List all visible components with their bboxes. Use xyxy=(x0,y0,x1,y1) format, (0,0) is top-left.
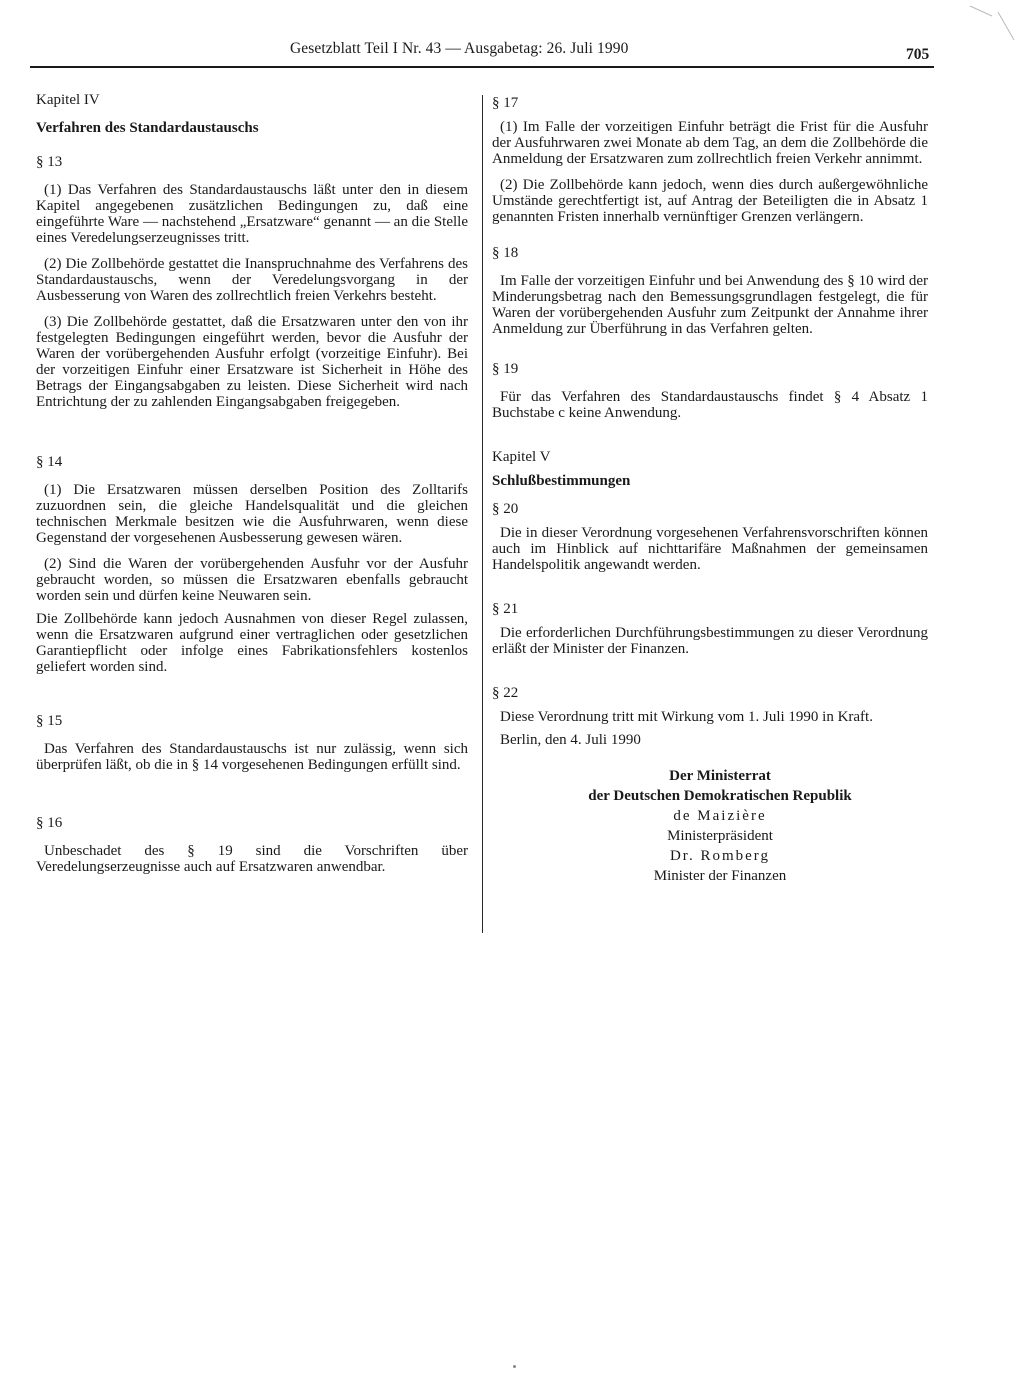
signature-block xyxy=(492,766,928,886)
section-heading: § 14 xyxy=(36,454,63,470)
paragraph: Für das Verfahren des Standardaustauschs findet § 4 Absatz 1 Buchstabe c keine Anwendung. xyxy=(492,389,928,421)
scan-corner-artifact xyxy=(962,2,1018,42)
chapter-title: Verfahren des Standardaustauschs xyxy=(36,120,259,136)
section-heading: § 15 xyxy=(36,713,63,729)
section-heading: § 17 xyxy=(492,95,519,111)
paragraph: Im Falle der vorzeitigen Einfuhr und bei Anwendung des § 10 wird der Minderungsbetrag nach den Bemessungsgrundlagen festgelegt, die für Waren der vorübergehenden Ausfuhr zum Zeitpunkt der Annahme ihrer Anmeldung zur Überführung in das Verfahren gelten. xyxy=(492,273,928,337)
section-heading: § 16 xyxy=(36,815,63,831)
paragraph: (2) Die Zollbehörde gestattet die Inanspruchnahme des Verfahrens des Standardaustauschs, wenn der Veredelungsvorgang in der Ausbesserung von Waren des zollrechtlich freien Verkehrs besteht. xyxy=(36,256,468,304)
section-heading: § 19 xyxy=(492,361,519,377)
column-divider xyxy=(482,95,483,933)
signatory-role: Ministerpräsident xyxy=(667,828,773,844)
paragraph: Diese Verordnung tritt mit Wirkung vom 1. Juli 1990 in Kraft. xyxy=(500,709,873,725)
signature-org: Der Ministerrat xyxy=(669,768,771,784)
paragraph: (2) Sind die Waren der vorübergehenden Ausfuhr vor der Ausfuhr gebraucht worden, so müssen die Ersatzwaren ebenfalls gebraucht worden sein und dürfen keine Neuwaren sein. xyxy=(36,556,468,604)
left-column xyxy=(36,92,468,882)
chapter-label: Kapitel V xyxy=(492,449,551,465)
section-heading: § 18 xyxy=(492,245,519,261)
paragraph: (1) Im Falle der vorzeitigen Einfuhr beträgt die Frist für die Ausfuhr der Ausfuhrwaren zwei Monate ab dem Tag, an dem die Zollbehörde die Anmeldung der Ersatzwaren zum zollrechtlich freien Verkehr annimmt. xyxy=(492,119,928,167)
header-rule xyxy=(30,66,934,68)
paragraph: (1) Das Verfahren des Standardaustauschs läßt unter den in diesem Kapitel angegebenen zusätzlichen Bedingungen zu, daß eine eingeführte Ware — nachstehend „Ersatzware“ genannt — an die Stelle eines Veredelungserzeugnisses tritt. xyxy=(36,182,468,246)
paragraph: Die Zollbehörde kann jedoch Ausnahmen von dieser Regel zulassen, wenn die Ersatzwaren aufgrund einer vertraglichen oder gesetzlichen Garantiepflicht oder infolge eines Fabrikationsfehlers kostenlos geliefert worden sind. xyxy=(36,611,468,675)
paragraph: Unbeschadet des § 19 sind die Vorschriften über Veredelungserzeugnisse auch auf Ersatzwaren anwendbar. xyxy=(36,843,468,875)
place-date: Berlin, den 4. Juli 1990 xyxy=(500,732,641,748)
section-heading: § 13 xyxy=(36,154,63,170)
signatory-name: Dr. Romberg xyxy=(669,848,771,864)
running-header: Gesetzblatt Teil I Nr. 43 — Ausgabetag: 26. Juli 1990 xyxy=(290,40,629,57)
right-column xyxy=(492,95,928,886)
chapter-label: Kapitel IV xyxy=(36,92,100,108)
signatory-role: Minister der Finanzen xyxy=(653,868,787,884)
section-heading: § 21 xyxy=(492,601,519,617)
page-number: 705 xyxy=(906,46,930,63)
paragraph: Die erforderlichen Durchführungsbestimmungen zu dieser Verordnung erläßt der Minister der Finanzen. xyxy=(492,625,928,657)
paragraph: Das Verfahren des Standardaustauschs ist nur zulässig, wenn sich überprüfen läßt, ob die in § 14 vorgesehenen Bedingungen erfüllt sind. xyxy=(36,741,468,773)
paragraph: (2) Die Zollbehörde kann jedoch, wenn dies durch außergewöhnliche Umstände gerechtfertigt ist, auf Antrag der Beteiligten die in Absatz 1 genannten Fristen innerhalb vernünftiger Grenzen verlängern. xyxy=(492,177,928,225)
signatory-name: de Maizière xyxy=(673,808,767,824)
signature-org: der Deutschen Demokratischen Republik xyxy=(588,788,852,804)
paragraph: Die in dieser Verordnung vorgesehenen Verfahrensvorschriften können auch im Hinblick auf nichttarifäre Maßnahmen der gemeinsamen Handelspolitik angewandt werden. xyxy=(492,525,928,573)
paragraph: (3) Die Zollbehörde gestattet, daß die Ersatzwaren unter den von ihr festgelegten Bedingungen eingeführt werden, bevor die Ausfuhr der Waren der vorübergehenden Ausfuhr erfolgt (vorzeitige Einfuhr). Bei der vorzeitigen Einfuhr einer Ersatzware ist Sicherheit in Höhe des Betrags der Eingangsabgaben zu leisten. Diese Sicherheit wird nach Entrichtung der zu zahlenden Eingangsabgaben freigegeben. xyxy=(36,314,468,410)
chapter-title: Schlußbestimmungen xyxy=(492,473,631,489)
section-heading: § 22 xyxy=(492,685,519,701)
scan-speck xyxy=(513,1365,516,1368)
section-heading: § 20 xyxy=(492,501,519,517)
paragraph: (1) Die Ersatzwaren müssen derselben Position des Zolltarifs zuzuordnen sein, die gleiche Handelsqualität und die gleichen technischen Merkmale besitzen wie die Ausfuhrwaren, wenn diese Gegenstand der vorgesehenen Ausbesserung gewesen wären. xyxy=(36,482,468,546)
